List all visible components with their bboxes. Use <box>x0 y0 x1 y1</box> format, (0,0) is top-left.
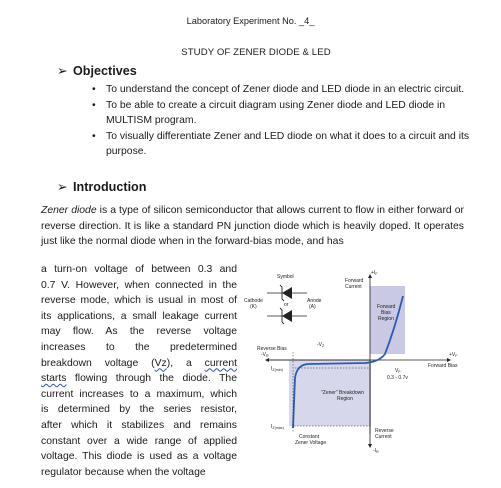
reverse-current-axis-label <box>373 448 379 454</box>
list-item <box>92 82 472 98</box>
document-title: STUDY OF ZENER DIODE & LED <box>181 47 331 58</box>
forward-current-sub: F <box>375 272 378 276</box>
forward-current-label-2: Current <box>345 284 362 290</box>
breakdown-region-label: "Zener" Breakdown <box>321 390 365 396</box>
forward-current-axis-label <box>371 270 378 276</box>
reverse-voltage-sub: R <box>266 354 269 358</box>
symbol-label: Symbol <box>277 274 294 280</box>
izmax-label <box>271 424 284 430</box>
text-line: reverse mode, which is usual in most of <box>41 295 237 307</box>
izmax-symbol: I <box>271 424 273 430</box>
cathode-letter: (K) <box>250 304 257 310</box>
text-line: current increases to a maximum, which <box>41 388 237 400</box>
lab-header <box>0 16 501 26</box>
izmin-symbol: I <box>271 366 273 372</box>
izmin-label <box>271 366 283 372</box>
introduction-column <box>41 262 237 480</box>
text-line: a turn-on voltage of between 0.3 and <box>41 264 237 275</box>
arrow-bullet-icon: ➢ <box>57 180 68 194</box>
zener-term: Zener diode <box>41 205 97 216</box>
forward-voltage-sub: F <box>455 354 458 358</box>
zener-characteristic-diagram <box>237 268 469 456</box>
spellcheck-current: current <box>204 357 237 369</box>
text-line: may flow. As the reverse voltage <box>41 326 237 338</box>
spellcheck-vz: Vz <box>154 357 167 369</box>
bullet-icon: • <box>92 130 96 142</box>
vf-sub: F <box>398 370 401 374</box>
reverse-current-sub: R <box>376 450 379 454</box>
text-fragment: flowing through the diode. The <box>66 373 237 385</box>
zener-symbol-top <box>267 285 307 301</box>
lab-header-number: _4_ <box>299 16 315 26</box>
bullet-icon: • <box>92 99 96 111</box>
list-item <box>92 129 472 160</box>
constant-voltage-label-2: Zener Voltage <box>295 440 327 446</box>
text-line: increases to the predetermined <box>41 341 237 353</box>
reverse-current-label-2: Current <box>375 434 392 440</box>
reverse-bias-label: Reverse Bias <box>257 346 287 352</box>
text-line: 0.7 V. However, when connected in the <box>41 279 237 291</box>
objective-text: To visually differentiate Zener and LED diode on what it does to a circuit and its purpose. <box>106 130 470 158</box>
text-line: is determined by the series resistor, <box>41 404 237 416</box>
forward-bias-region-label-2: Bias <box>381 310 391 316</box>
text-fragment: ), a <box>166 357 205 369</box>
anode-label: Anode <box>307 298 322 304</box>
vf-label <box>395 368 401 374</box>
forward-current-symbol: +I <box>371 270 376 276</box>
text-line: its applications, a small leakage current <box>41 310 237 322</box>
text-line: regulator because when the voltage <box>41 466 206 478</box>
introduction-paragraph <box>41 203 464 250</box>
forward-bias-axis-label: Forward Bias <box>428 363 458 369</box>
text-line: after which it stabilizes and remains <box>41 419 237 431</box>
vf-range-label: 0.3 - 0.7v <box>387 375 408 381</box>
spellcheck-starts: starts <box>41 373 67 385</box>
vz-label <box>317 342 325 348</box>
zener-symbol-bottom <box>267 308 307 324</box>
anode-letter: (A) <box>309 304 316 310</box>
forward-bias-region-label: Forward <box>377 304 396 310</box>
text-line: voltage. This diode is used as a voltage <box>41 451 237 463</box>
vf-symbol: V <box>395 368 399 374</box>
reverse-current-label: Reverse <box>375 428 394 434</box>
introduction-heading-text: Introduction <box>73 180 147 194</box>
text-line <box>41 356 237 372</box>
objectives-heading-text: Objectives <box>73 64 137 78</box>
bullet-icon: • <box>92 84 96 95</box>
constant-voltage-label: Constant <box>299 434 320 440</box>
cathode-label: Cathode <box>244 298 263 304</box>
breakdown-region-label-2: Region <box>337 396 353 402</box>
or-label: or <box>284 302 289 308</box>
izmin-sub: Z(min) <box>272 368 283 372</box>
forward-voltage-axis-label <box>449 352 458 358</box>
reverse-current-symbol: -I <box>373 448 377 454</box>
izmax-sub: Z(max) <box>272 426 284 430</box>
text-fragment: breakdown voltage ( <box>41 357 155 369</box>
forward-bias-region-label-3: Region <box>378 316 394 322</box>
forward-current-label: Forward <box>345 278 364 284</box>
zener-iv-figure <box>237 268 469 456</box>
objective-text: To be able to create a circuit diagram using Zener diode and LED diode in MULTISM program. <box>106 99 446 127</box>
introduction-paragraph-rest: is a type of silicon semiconductor that allows current to flow in either forward or reverse direction. It is like a standard PN junction diode which is heavily doped. It operates just like the normal diode when in the forward-bias mode, and has <box>41 205 464 248</box>
arrow-bullet-icon: ➢ <box>57 64 68 78</box>
introduction-heading <box>57 179 146 194</box>
objectives-list <box>92 82 472 160</box>
objectives-heading <box>57 63 137 78</box>
reverse-voltage-symbol: -V <box>261 352 266 358</box>
lab-header-label: Laboratory Experiment No. <box>186 16 297 26</box>
objective-text: To understand the concept of Zener diode and LED diode in an electric circuit. <box>106 84 465 95</box>
list-item <box>92 98 472 129</box>
text-line: constant over a wide range of applied <box>41 435 237 447</box>
forward-voltage-symbol: +V <box>449 352 456 358</box>
text-line <box>41 371 237 387</box>
vz-sub: Z <box>322 344 325 348</box>
reverse-voltage-label <box>261 352 269 358</box>
vz-symbol: -V <box>317 342 322 348</box>
